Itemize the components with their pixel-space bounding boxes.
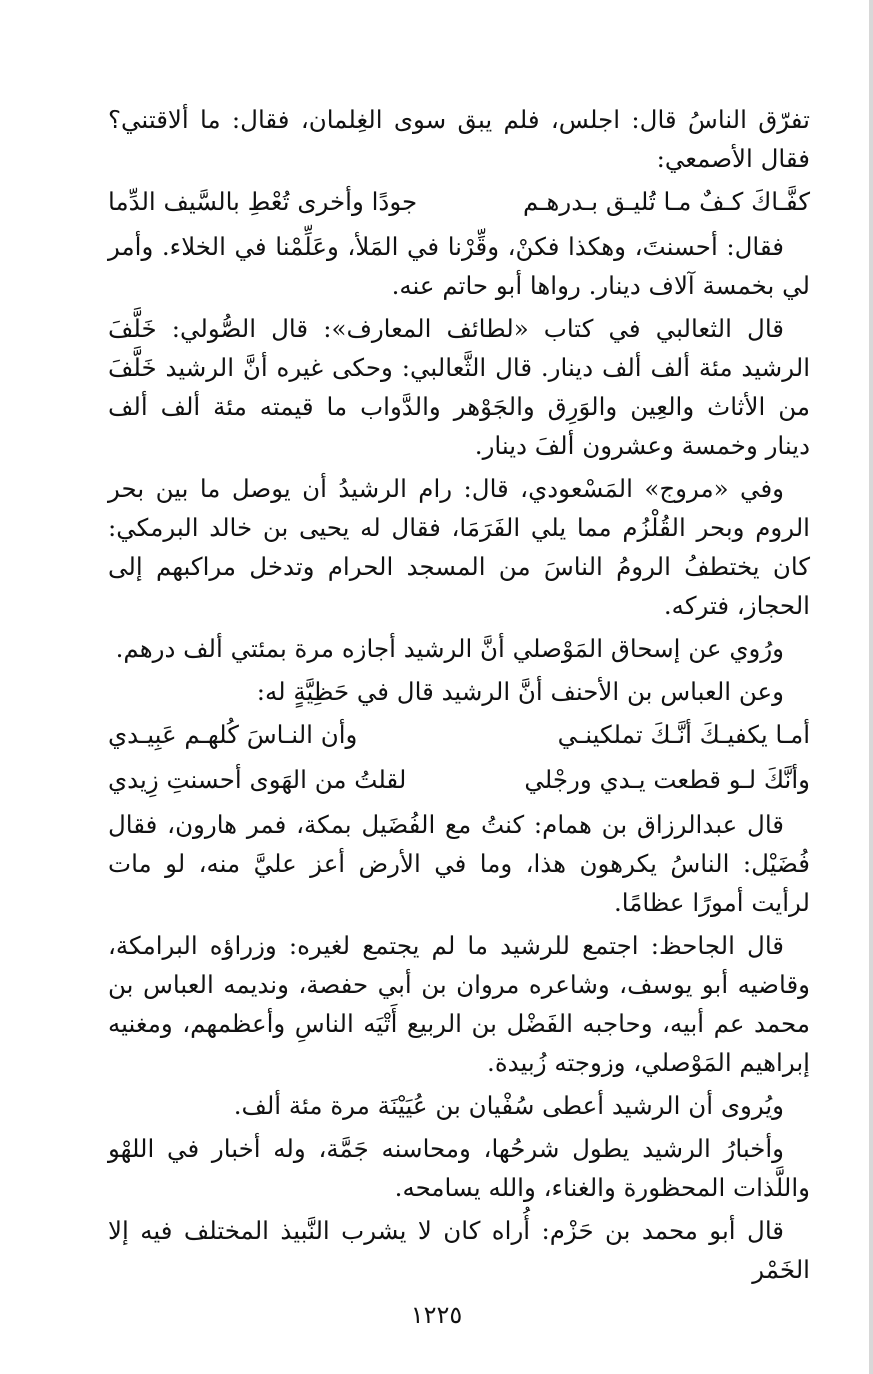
paragraph: وعن العباس بن الأحنف أنَّ الرشيد قال في حَظِيَّةٍ له: (256, 677, 784, 706)
verse-line (108, 760, 810, 799)
verse-second-hemistich: وأن النـاسَ كُلهـم عَبِيـدي (108, 720, 358, 749)
page-body (108, 100, 810, 1293)
paragraph: وفي «مروج» المَسْعودي، قال: رام الرشيدُ أن يوصل ما بين بحر الروم وبحر القُلْزُم مما يلي الفَرَمَا، فقال له يحيى بن خالد البرمكي: كان يختطفُ الرومُ الناسَ من المسجد الحرام وتدخل مراكبهم إلى الحجاز، فتركه. (108, 474, 810, 620)
page-edge (869, 0, 873, 1374)
paragraph: قال أبو محمد بن حَزْم: أُراه كان لا يشرب النَّبيذ المختلف فيه إلا الخَمْر (108, 1216, 810, 1284)
paragraph: تفرّق الناسُ قال: اجلس، فلم يبق سوى الغِلمان، فقال: ما ألاقتني؟ فقال الأصمعي: (108, 105, 810, 173)
verse-first-hemistich: أمـا يكفيـكَ أنَّـكَ تملكينـي (557, 720, 810, 749)
paragraph: قال الجاحظ: اجتمع للرشيد ما لم يجتمع لغيره: وزراؤه البرامكة، وقاضيه أبو يوسف، وشاعره مروان بن أبي حفصة، ونديمه العباس بن محمد عم أبيه، وحاجبه الفَضْل بن الربيع أَتْيَه الناسِ وأعظمهم، ومغنيه إبراهيم المَوْصلي، وزوجته زُبيدة. (108, 931, 810, 1077)
poem-block (108, 715, 810, 799)
verse-second-hemistich: جودًا وأخرى تُعْطِ بالسَّيف الدِّما (108, 187, 418, 216)
verse-line (108, 715, 810, 754)
paragraph: ورُوي عن إسحاق المَوْصلي أنَّ الرشيد أجازه مرة بمئتي ألف درهم. (115, 634, 784, 663)
paragraph: وأخبارُ الرشيد يطول شرحُها، ومحاسنه جَمَّة، وله أخبار في اللهْو واللَّذات المحظورة والغناء، والله يسامحه. (108, 1134, 810, 1202)
paragraph: ويُروى أن الرشيد أعطى سُفْيان بن عُيَيْنَة مرة مئة ألف. (233, 1091, 784, 1120)
page-number: ١٢٢٥ (410, 1301, 463, 1329)
verse-second-hemistich: لقلتُ من الهَوى أحسنتِ زِيدي (108, 765, 407, 794)
verse-first-hemistich: وأنَّكَ لـو قطعت يـدي ورجْلي (524, 765, 810, 794)
verse-line (108, 182, 810, 221)
paragraph: قال عبدالرزاق بن همام: كنتُ مع الفُضَيل بمكة، فمر هارون، فقال فُضَيْل: الناسُ يكرهون هذا، وما في الأرض أعز عليَّ منه، لو مات لرأيت أمورًا عظامًا. (108, 810, 810, 917)
paragraph: فقال: أحسنتَ، وهكذا فكنْ، وقِّرْنا في المَلأ، وعَلِّمْنا في الخلاء. وأمر لي بخمسة آلاف دينار. رواها أبو حاتم عنه. (108, 232, 810, 300)
verse-first-hemistich: كفَّـاكَ كـفٌ مـا تُليـق بـدرهـم (522, 187, 810, 216)
paragraph: قال الثعالبي في كتاب «لطائف المعارف»: قال الصُّولي: خَلَّفَ الرشيد مئة ألف ألف دينار. قال الثَّعالبي: وحكى غيره أنَّ الرشيد خَلَّفَ من الأثاث والعِين والوَرِق والجَوْهر والدَّواب ما قيمته مئة ألف ألف دينار وخمسة وعشرون ألفَ دينار. (108, 314, 810, 460)
